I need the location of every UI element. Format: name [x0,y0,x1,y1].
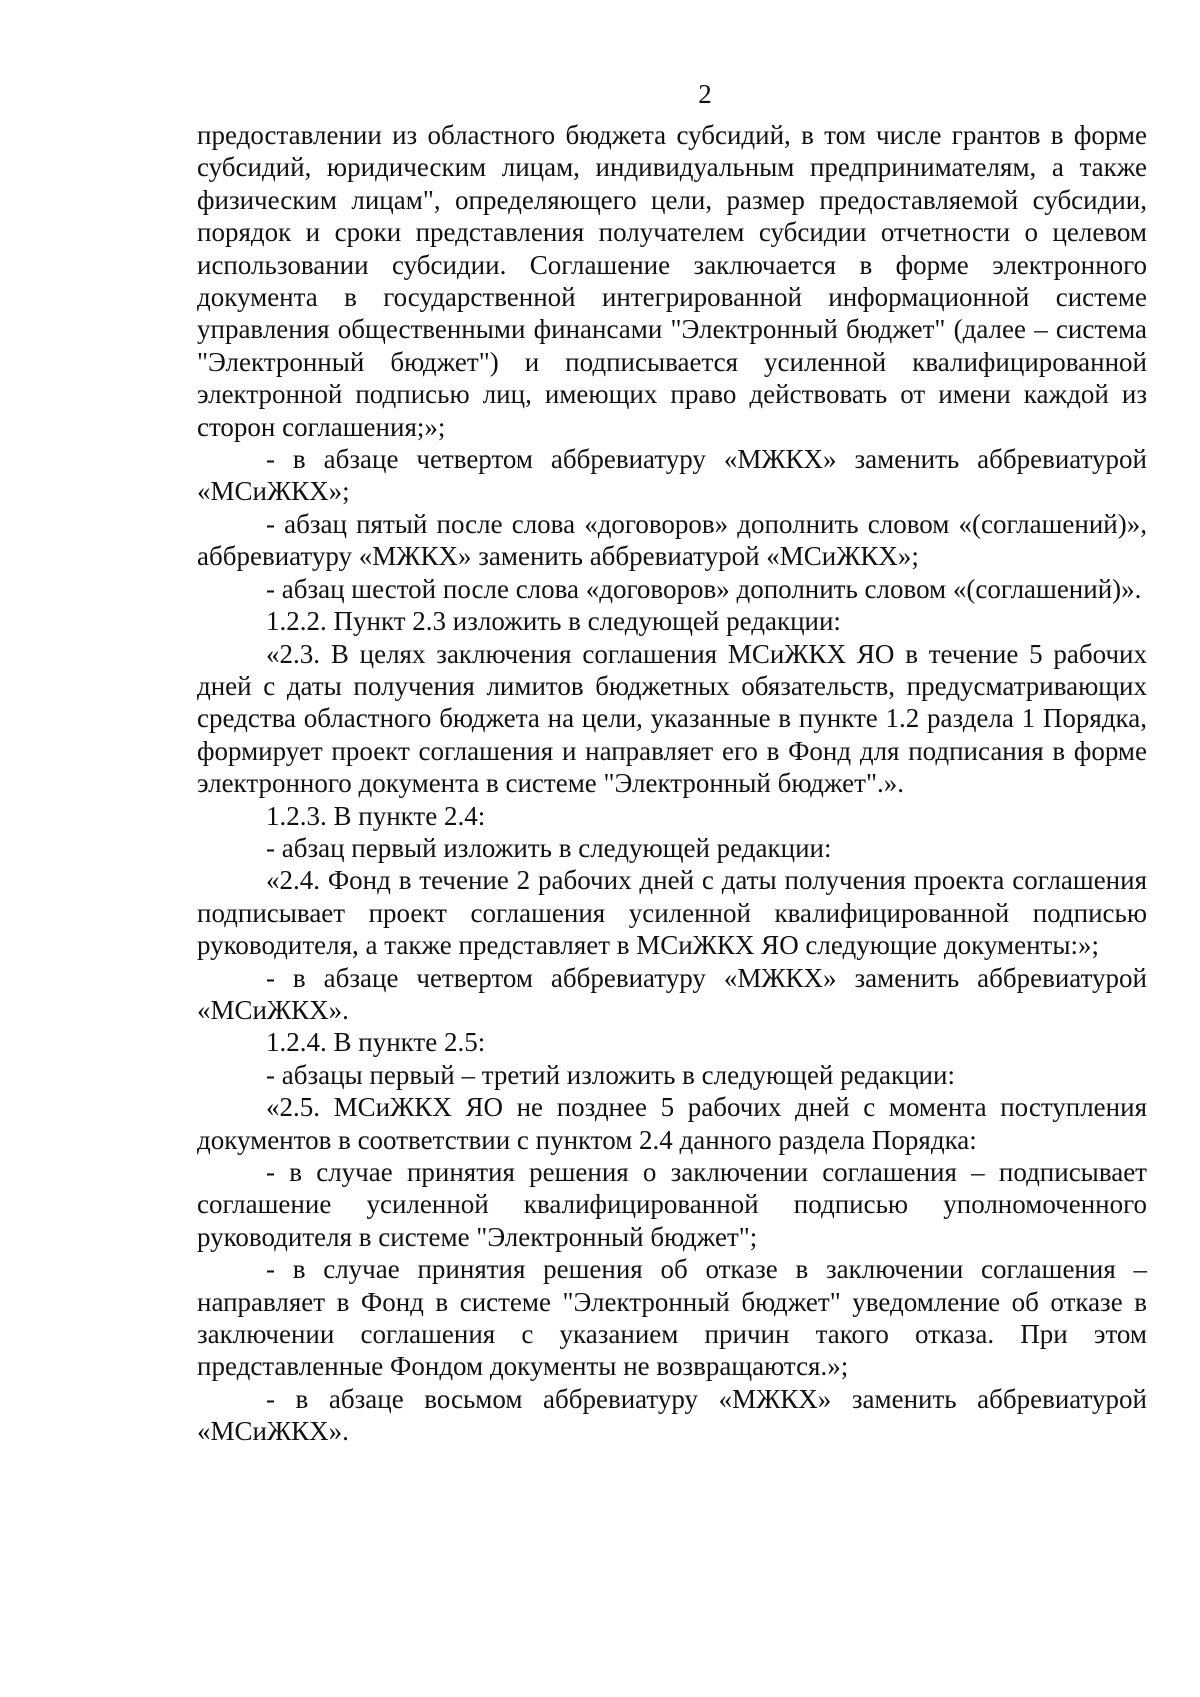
paragraph-clause-2-3: «2.3. В целях заключения соглашения МСиЖКХ ЯО в течение 5 рабочих дней с даты получения лимитов бюджетных обязательств, предусматривающих средства областного бюджета на цели, указанные в пункте 1.2 раздела 1 Порядка, формирует проект соглашения и направляет его в Фонд для подписания в форме электронного документа в системе "Электронный бюджет".». [197,638,1147,799]
paragraph-case-agreement: - в случае принятия решения о заключении соглашения – подписывает соглашение усиленной квалифицированной подписью уполномоченного руководителя в системе "Электронный бюджет"; [197,1157,1147,1252]
paragraph-item-1-2-3: 1.2.3. В пункте 2.4: [266,800,486,831]
paragraph-first-abstract-new-wording: - абзац первый изложить в следующей редакции: [266,832,832,863]
paragraph-item-1-2-2: 1.2.2. Пункт 2.3 изложить в следующей редакции: [266,606,841,637]
page-number: 2 [698,79,712,109]
paragraph-abstracts-1-3-new-wording: - абзацы первый – третий изложить в следующей редакции: [266,1059,955,1090]
paragraph-amend-paragraph-5: - абзац пятый после слова «договоров» дополнить словом «(соглашений)», аббревиатуру «МЖКХ» заменить аббревиатурой «МСиЖКХ»; [197,508,1147,572]
paragraph-clause-2-4: «2.4. Фонд в течение 2 рабочих дней с даты получения проекта соглашения подписывает проект соглашения усиленной квалифицированной подписью руководителя, а также представляет в МСиЖКХ ЯО следующие документы:»; [197,865,1147,961]
paragraph-amend-paragraph-6: - абзац шестой после слова «договоров» дополнить словом «(соглашений)». [266,573,1142,604]
paragraph-case-refusal: - в случае принятия решения об отказе в заключении соглашения – направляет в Фонд в системе "Электронный бюджет" уведомление об отказе в заключении соглашения с указанием причин такого отказа. При этом представленные Фондом документы не возвращаются.»; [197,1254,1147,1382]
paragraph-amend-abbreviation-8: - в абзаце восьмом аббревиатуру «МЖКХ» заменить аббревиатурой «МСиЖКХ». [197,1383,1147,1447]
paragraph-clause-2-5: «2.5. МСиЖКХ ЯО не позднее 5 рабочих дней с момента поступления документов в соответствии с пунктом 2.4 данного раздела Порядка: [197,1092,1147,1155]
paragraph-amend-abbreviation-4: - в абзаце четвертом аббревиатуру «МЖКХ» заменить аббревиатурой «МСиЖКХ»; [197,444,1147,507]
paragraph-continuation: предоставлении из областного бюджета субсидий, в том числе грантов в форме субсидий, юридическим лицам, индивидуальным предпринимателям, а также физическим лицам", определяющего цели, размер предоставляемой субсидии, порядок и сроки представления получателем субсидии отчетности о целевом использовании субсидии. Соглашение заключается в форме электронного документа в государственной интегрированной информационной системе управления общественными финансами "Электронный бюджет" (далее – система "Электронный бюджет") и подписывается усиленной квалифицированной электронной подписью лиц, имеющих право действовать от имени каждой из сторон соглашения;»; [197,120,1147,442]
document-body [197,119,1147,1448]
paragraph-item-1-2-4: 1.2.4. В пункте 2.5: [266,1027,486,1058]
paragraph-amend-abbreviation-4b: - в абзаце четвертом аббревиатуру «МЖКХ» заменить аббревиатурой «МСиЖКХ». [197,962,1147,1025]
